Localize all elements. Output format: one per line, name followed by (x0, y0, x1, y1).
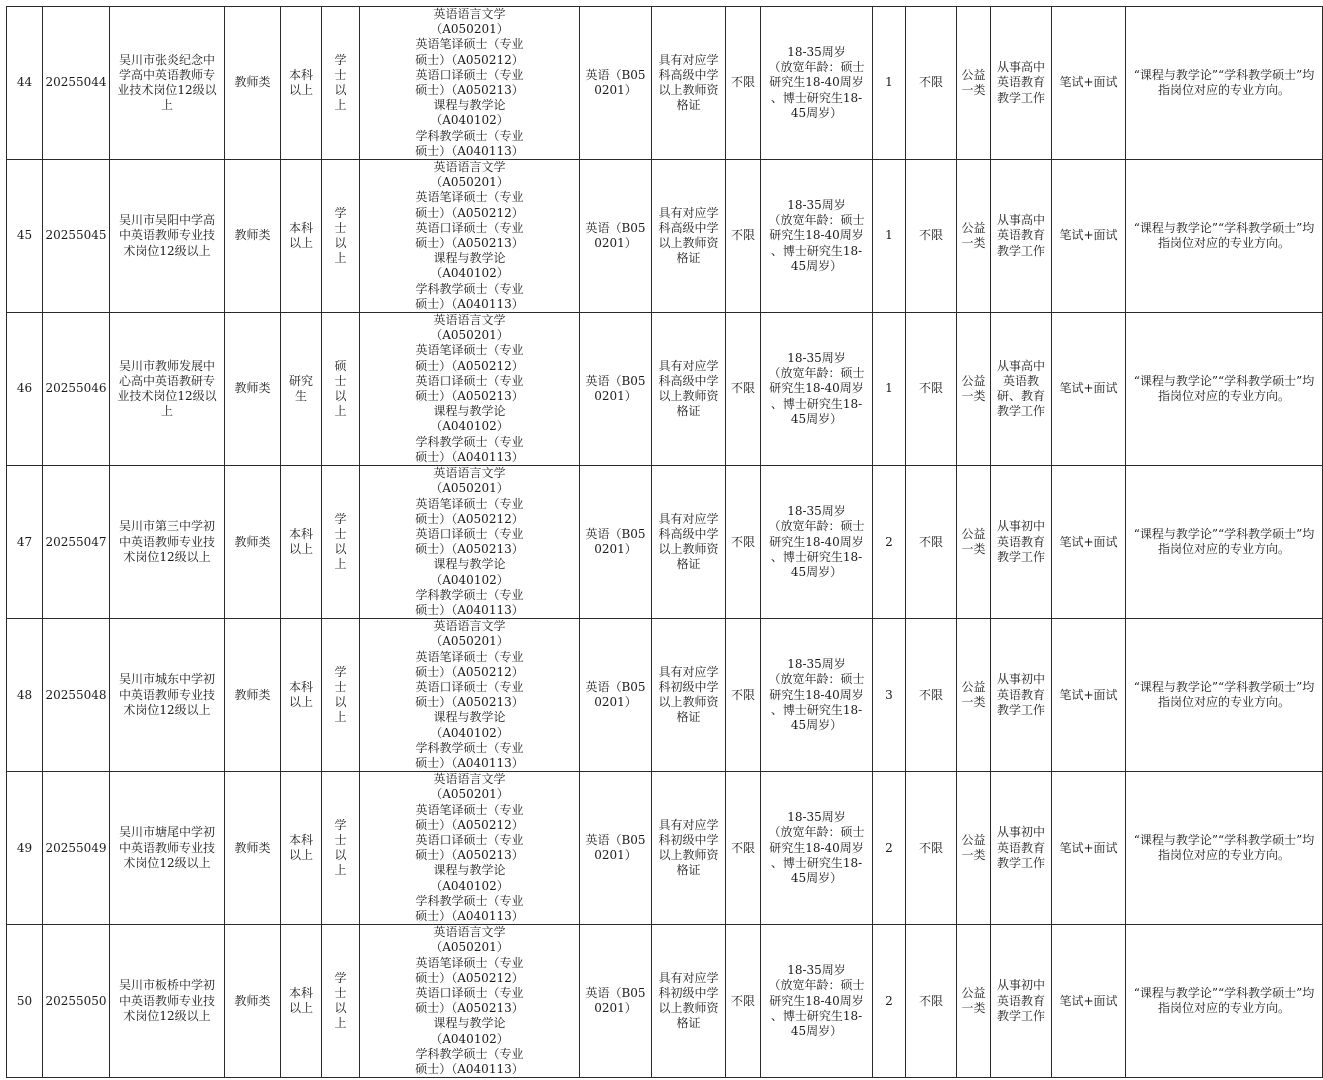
position-cell: 吴川市板桥中学初中英语教师专业技术岗位12级以上 (110, 925, 225, 1078)
note-cell: “课程与教学论”“学科教学硕士”均指岗位对应的专业方向。 (1126, 925, 1323, 1078)
age-line: 研究生18-40周岁 (769, 534, 864, 549)
major-line: （A040102） (430, 419, 509, 434)
major-line: 学科教学硕士（专业 (415, 128, 524, 143)
major-line: 英语口译硕士（专业 (415, 526, 524, 541)
age-line: 、博士研究生18- (770, 243, 863, 258)
age-line: （放宽年龄：硕士 (768, 366, 865, 381)
seq-cell: 46 (7, 313, 43, 466)
subject-code-cell: 英语（B050201） (580, 772, 652, 925)
duty-cell: 从事初中英语教育教学工作 (991, 925, 1052, 1078)
major-line: （A040102） (430, 878, 509, 893)
code-cell: 20255046 (43, 313, 110, 466)
major-line: 英语语言文学 (433, 619, 506, 634)
age-cell (761, 7, 873, 160)
gender-cell: 不限 (906, 160, 957, 313)
exam-cell: 笔试+面试 (1052, 160, 1126, 313)
political-cell: 不限 (726, 772, 761, 925)
education-cell: 研究生 (281, 313, 322, 466)
political-cell: 不限 (726, 7, 761, 160)
political-cell: 不限 (726, 313, 761, 466)
major-line: 硕士）（A050212） (415, 358, 524, 373)
category-cell: 教师类 (225, 160, 281, 313)
major-line: 英语语言文学 (433, 925, 506, 940)
exam-cell: 笔试+面试 (1052, 925, 1126, 1078)
note-cell: “课程与教学论”“学科教学硕士”均指岗位对应的专业方向。 (1126, 160, 1323, 313)
age-line: 18-35周岁 (787, 351, 846, 366)
seq-cell: 44 (7, 7, 43, 160)
political-cell: 不限 (726, 925, 761, 1078)
major-line: 硕士）（A050212） (415, 52, 524, 67)
qualification-cell: 具有对应学科高级中学以上教师资格证 (652, 313, 726, 466)
seq-cell: 49 (7, 772, 43, 925)
category-cell: 教师类 (225, 619, 281, 772)
age-line: 45周岁） (790, 105, 843, 120)
education-cell: 本科以上 (281, 772, 322, 925)
category-cell: 教师类 (225, 466, 281, 619)
count-cell: 2 (873, 466, 906, 619)
subject-code-cell: 英语（B050201） (580, 160, 652, 313)
exam-cell: 笔试+面试 (1052, 313, 1126, 466)
unit-type-cell: 公益一类 (957, 466, 991, 619)
major-line: 英语语言文学 (433, 466, 506, 481)
major-line: 硕士）（A050212） (415, 970, 524, 985)
major-line: （A040102） (430, 572, 509, 587)
major-line: 英语口译硕士（专业 (415, 832, 524, 847)
education-cell: 本科以上 (281, 619, 322, 772)
age-line: 研究生18-40周岁 (769, 381, 864, 396)
qualification-cell: 具有对应学科初级中学以上教师资格证 (652, 619, 726, 772)
major-line: 英语笔译硕士（专业 (415, 37, 524, 52)
political-cell: 不限 (726, 160, 761, 313)
note-cell: “课程与教学论”“学科教学硕士”均指岗位对应的专业方向。 (1126, 313, 1323, 466)
code-cell: 20255044 (43, 7, 110, 160)
age-line: 、博士研究生18- (770, 702, 863, 717)
major-line: 英语笔译硕士（专业 (415, 955, 524, 970)
table-row (7, 160, 1323, 313)
age-line: 、博士研究生18- (770, 549, 863, 564)
category-cell: 教师类 (225, 772, 281, 925)
political-cell: 不限 (726, 619, 761, 772)
category-cell: 教师类 (225, 925, 281, 1078)
age-cell (761, 925, 873, 1078)
majors-cell (360, 160, 580, 313)
age-line: 18-35周岁 (787, 963, 846, 978)
code-cell: 20255050 (43, 925, 110, 1078)
position-cell: 吴川市吴阳中学高中英语教师专业技术岗位12级以上 (110, 160, 225, 313)
age-line: （放宽年龄：硕士 (768, 978, 865, 993)
majors-cell (360, 7, 580, 160)
major-line: 英语语言文学 (433, 160, 506, 175)
major-line: 硕士）（A040113） (415, 602, 524, 617)
qualification-cell: 具有对应学科初级中学以上教师资格证 (652, 925, 726, 1078)
note-cell: “课程与教学论”“学科教学硕士”均指岗位对应的专业方向。 (1126, 466, 1323, 619)
major-line: 学科教学硕士（专业 (415, 893, 524, 908)
major-line: 硕士）（A040113） (415, 296, 524, 311)
age-line: 研究生18-40周岁 (769, 75, 864, 90)
major-line: 学科教学硕士（专业 (415, 587, 524, 602)
subject-code-cell: 英语（B050201） (580, 7, 652, 160)
major-line: 英语口译硕士（专业 (415, 373, 524, 388)
degree-cell: 学士以上 (322, 772, 360, 925)
age-line: 18-35周岁 (787, 45, 846, 59)
major-line: 硕士）（A050212） (415, 511, 524, 526)
subject-code-cell: 英语（B050201） (580, 619, 652, 772)
education-cell: 本科以上 (281, 466, 322, 619)
major-line: 英语口译硕士（专业 (415, 986, 524, 1000)
age-line: （放宽年龄：硕士 (768, 825, 865, 840)
recruitment-table (6, 6, 1323, 1078)
major-line: （A040102） (430, 725, 509, 740)
position-cell: 吴川市第三中学初中英语教师专业技术岗位12级以上 (110, 466, 225, 619)
age-line: 45周岁） (790, 1024, 843, 1038)
degree-cell: 硕士以上 (322, 313, 360, 466)
major-line: 学科教学硕士（专业 (415, 1046, 524, 1061)
majors-cell (360, 925, 580, 1078)
major-line: 课程与教学论 (433, 557, 506, 572)
position-cell: 吴川市塘尾中学初中英语教师专业技术岗位12级以上 (110, 772, 225, 925)
unit-type-cell: 公益一类 (957, 925, 991, 1078)
age-line: （放宽年龄：硕士 (768, 519, 865, 534)
age-line: 研究生18-40周岁 (769, 840, 864, 855)
major-line: （A050201） (430, 787, 509, 802)
major-line: 英语语言文学 (433, 313, 506, 328)
table-row (7, 7, 1323, 160)
education-cell: 本科以上 (281, 7, 322, 160)
major-line: 硕士）（A050212） (415, 205, 524, 220)
exam-cell: 笔试+面试 (1052, 619, 1126, 772)
major-line: 英语笔译硕士（专业 (415, 649, 524, 664)
qualification-cell: 具有对应学科高级中学以上教师资格证 (652, 466, 726, 619)
major-line: 硕士）（A040113） (415, 908, 524, 923)
unit-type-cell: 公益一类 (957, 772, 991, 925)
age-line: 45周岁） (790, 717, 843, 732)
note-cell: “课程与教学论”“学科教学硕士”均指岗位对应的专业方向。 (1126, 772, 1323, 925)
age-cell (761, 772, 873, 925)
note-cell: “课程与教学论”“学科教学硕士”均指岗位对应的专业方向。 (1126, 619, 1323, 772)
major-line: 课程与教学论 (433, 98, 506, 113)
qualification-cell: 具有对应学科高级中学以上教师资格证 (652, 7, 726, 160)
count-cell: 3 (873, 619, 906, 772)
age-line: 、博士研究生18- (770, 90, 863, 105)
unit-type-cell: 公益一类 (957, 7, 991, 160)
major-line: 硕士）（A050213） (415, 695, 524, 710)
degree-cell: 学士以上 (322, 466, 360, 619)
gender-cell: 不限 (906, 313, 957, 466)
age-cell (761, 313, 873, 466)
degree-cell: 学士以上 (322, 925, 360, 1078)
code-cell: 20255045 (43, 160, 110, 313)
age-line: 45周岁） (790, 258, 843, 273)
age-line: （放宽年龄：硕士 (768, 213, 865, 228)
subject-code-cell: 英语（B050201） (580, 925, 652, 1078)
seq-cell: 50 (7, 925, 43, 1078)
major-line: 英语语言文学 (433, 7, 506, 21)
gender-cell: 不限 (906, 619, 957, 772)
duty-cell: 从事初中英语教育教学工作 (991, 772, 1052, 925)
majors-cell (360, 313, 580, 466)
age-line: 、博士研究生18- (770, 396, 863, 411)
major-line: （A040102） (430, 113, 509, 128)
qualification-cell: 具有对应学科初级中学以上教师资格证 (652, 772, 726, 925)
age-line: 45周岁） (790, 870, 843, 885)
degree-cell: 学士以上 (322, 7, 360, 160)
duty-cell: 从事高中英语教育教学工作 (991, 7, 1052, 160)
age-line: （放宽年龄：硕士 (768, 672, 865, 687)
age-line: 研究生18-40周岁 (769, 993, 864, 1008)
age-line: （放宽年龄：硕士 (768, 60, 865, 75)
major-line: 英语笔译硕士（专业 (415, 190, 524, 205)
major-line: （A050201） (430, 481, 509, 496)
age-line: 、博士研究生18- (770, 1008, 863, 1023)
majors-cell (360, 619, 580, 772)
major-line: 英语笔译硕士（专业 (415, 343, 524, 358)
major-line: 学科教学硕士（专业 (415, 740, 524, 755)
table-row (7, 313, 1323, 466)
unit-type-cell: 公益一类 (957, 313, 991, 466)
major-line: 英语口译硕士（专业 (415, 220, 524, 235)
major-line: （A050201） (430, 22, 509, 37)
note-cell: “课程与教学论”“学科教学硕士”均指岗位对应的专业方向。 (1126, 7, 1323, 160)
age-cell (761, 160, 873, 313)
age-line: 45周岁） (790, 564, 843, 579)
count-cell: 2 (873, 925, 906, 1078)
major-line: （A040102） (430, 266, 509, 281)
age-line: 18-35周岁 (787, 504, 846, 519)
count-cell: 1 (873, 7, 906, 160)
majors-cell (360, 466, 580, 619)
count-cell: 1 (873, 160, 906, 313)
table-row (7, 772, 1323, 925)
code-cell: 20255049 (43, 772, 110, 925)
table-row (7, 925, 1323, 1078)
subject-code-cell: 英语（B050201） (580, 313, 652, 466)
category-cell: 教师类 (225, 313, 281, 466)
age-line: 、博士研究生18- (770, 855, 863, 870)
major-line: （A050201） (430, 940, 509, 955)
major-line: 硕士）（A050213） (415, 542, 524, 557)
major-line: 学科教学硕士（专业 (415, 281, 524, 296)
gender-cell: 不限 (906, 925, 957, 1078)
major-line: 硕士）（A040113） (415, 755, 524, 770)
degree-cell: 学士以上 (322, 160, 360, 313)
major-line: 硕士）（A050213） (415, 389, 524, 404)
major-line: 硕士）（A050212） (415, 817, 524, 832)
duty-cell: 从事初中英语教育教学工作 (991, 466, 1052, 619)
major-line: （A050201） (430, 634, 509, 649)
exam-cell: 笔试+面试 (1052, 7, 1126, 160)
age-line: 18-35周岁 (787, 657, 846, 672)
unit-type-cell: 公益一类 (957, 160, 991, 313)
exam-cell: 笔试+面试 (1052, 466, 1126, 619)
duty-cell: 从事初中英语教育教学工作 (991, 619, 1052, 772)
unit-type-cell: 公益一类 (957, 619, 991, 772)
duty-cell: 从事高中英语教育教学工作 (991, 160, 1052, 313)
education-cell: 本科以上 (281, 160, 322, 313)
seq-cell: 48 (7, 619, 43, 772)
duty-cell: 从事高中英语教研、教育教学工作 (991, 313, 1052, 466)
major-line: （A050201） (430, 328, 509, 343)
major-line: 课程与教学论 (433, 1016, 506, 1031)
subject-code-cell: 英语（B050201） (580, 466, 652, 619)
major-line: 硕士）（A040113） (415, 449, 524, 464)
major-line: 英语语言文学 (433, 772, 506, 787)
position-cell: 吴川市教师发展中心高中英语教研专业技术岗位12级以上 (110, 313, 225, 466)
majors-cell (360, 772, 580, 925)
gender-cell: 不限 (906, 7, 957, 160)
major-line: 学科教学硕士（专业 (415, 434, 524, 449)
major-line: 硕士）（A040113） (415, 143, 524, 158)
position-cell: 吴川市张炎纪念中学高中英语教师专业技术岗位12级以上 (110, 7, 225, 160)
position-cell: 吴川市城东中学初中英语教师专业技术岗位12级以上 (110, 619, 225, 772)
major-line: （A050201） (430, 175, 509, 190)
count-cell: 1 (873, 313, 906, 466)
major-line: 英语笔译硕士（专业 (415, 496, 524, 511)
exam-cell: 笔试+面试 (1052, 772, 1126, 925)
major-line: 硕士）（A050213） (415, 1001, 524, 1016)
political-cell: 不限 (726, 466, 761, 619)
qualification-cell: 具有对应学科高级中学以上教师资格证 (652, 160, 726, 313)
major-line: 英语笔译硕士（专业 (415, 802, 524, 817)
major-line: 课程与教学论 (433, 251, 506, 266)
category-cell: 教师类 (225, 7, 281, 160)
age-cell (761, 619, 873, 772)
major-line: 课程与教学论 (433, 404, 506, 419)
major-line: 课程与教学论 (433, 710, 506, 725)
major-line: 英语口译硕士（专业 (415, 679, 524, 694)
major-line: 硕士）（A050212） (415, 664, 524, 679)
table-row (7, 619, 1323, 772)
degree-cell: 学士以上 (322, 619, 360, 772)
code-cell: 20255048 (43, 619, 110, 772)
age-line: 研究生18-40周岁 (769, 228, 864, 243)
table-row (7, 466, 1323, 619)
major-line: 硕士）（A040113） (415, 1062, 524, 1077)
major-line: 硕士）（A050213） (415, 83, 524, 98)
major-line: 课程与教学论 (433, 863, 506, 878)
gender-cell: 不限 (906, 466, 957, 619)
gender-cell: 不限 (906, 772, 957, 925)
major-line: （A040102） (430, 1031, 509, 1046)
education-cell: 本科以上 (281, 925, 322, 1078)
major-line: 硕士）（A050213） (415, 848, 524, 863)
age-cell (761, 466, 873, 619)
age-line: 45周岁） (790, 411, 843, 426)
major-line: 英语口译硕士（专业 (415, 67, 524, 82)
code-cell: 20255047 (43, 466, 110, 619)
count-cell: 2 (873, 772, 906, 925)
major-line: 硕士）（A050213） (415, 236, 524, 251)
seq-cell: 45 (7, 160, 43, 313)
seq-cell: 47 (7, 466, 43, 619)
age-line: 18-35周岁 (787, 198, 846, 213)
age-line: 研究生18-40周岁 (769, 687, 864, 702)
age-line: 18-35周岁 (787, 810, 846, 825)
